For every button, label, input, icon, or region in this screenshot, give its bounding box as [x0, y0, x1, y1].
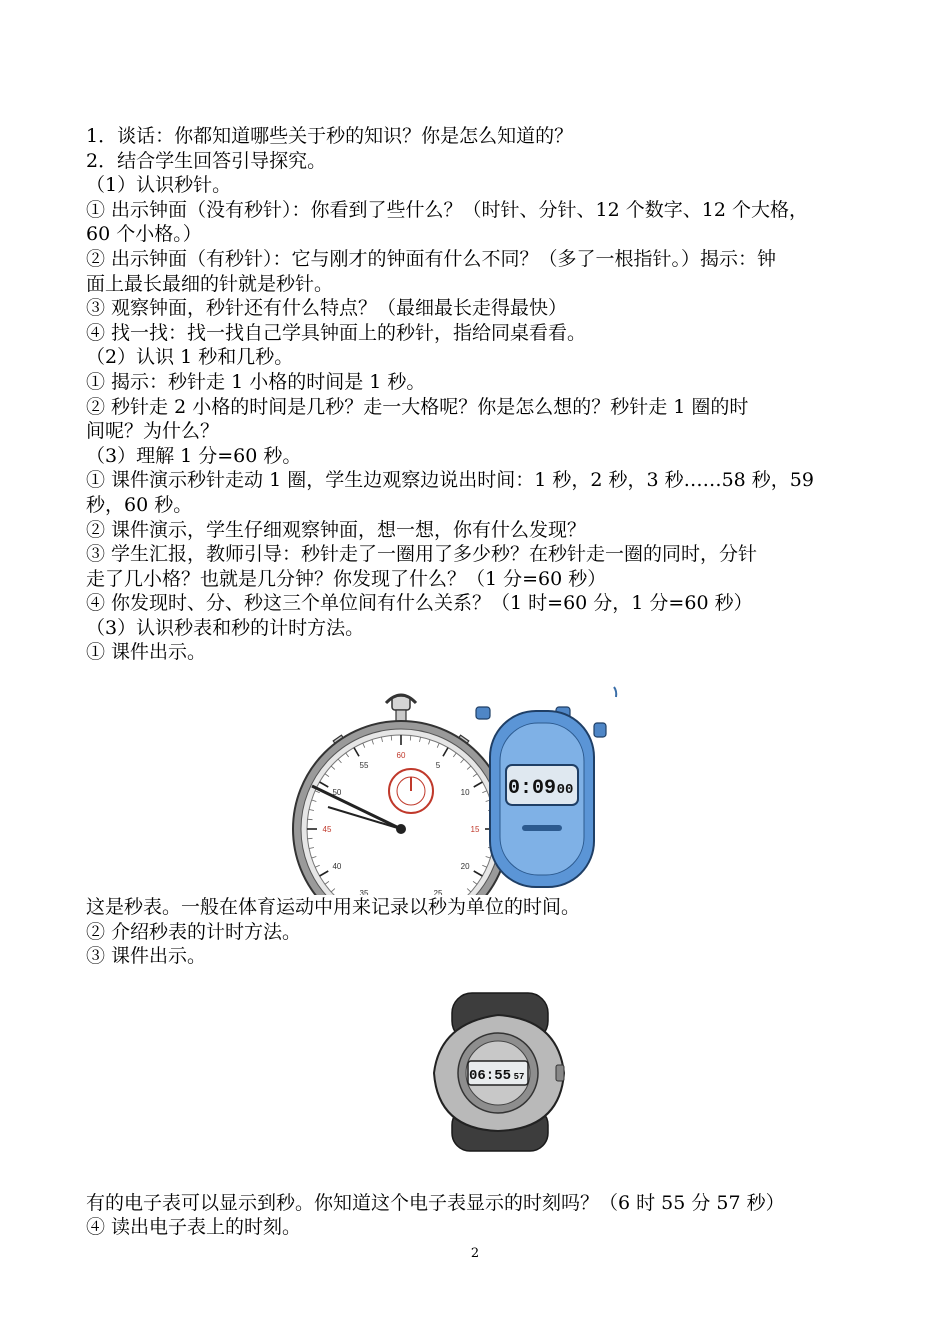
text-line: ① 出示钟面（没有秒针）：你看到了些什么？（时针、分针、12 个数字、12 个大格，: [86, 198, 808, 221]
dial-tick: [308, 838, 313, 839]
dial-number: 50: [332, 788, 342, 798]
text-line: ② 秒针走 2 小格的时间是几秒？走一大格呢？你是怎么想的？秒针走 1 圈的时: [86, 395, 749, 418]
digital-stopwatch-icon: [476, 707, 606, 887]
text-line: 2．结合学生回答引导探究。: [86, 149, 327, 172]
text-line: ① 课件出示。: [86, 641, 207, 664]
electronic-watch-icon: [434, 993, 564, 1151]
dial-number: 20: [460, 862, 470, 872]
text-line: 60 个小格。）: [86, 223, 202, 246]
text-line: ② 课件演示，学生仔细观察钟面，想一想，你有什么发现？: [86, 518, 587, 541]
stopwatch-illustration: [86, 665, 866, 895]
text-line: ④ 找一找：找一找自己学具钟面上的秒针，指给同桌看看。: [86, 321, 587, 344]
dial-number: 25: [433, 889, 443, 896]
text-line: ④ 你发现时、分、秒这三个单位间有什么关系？（1 时=60 分，1 分=60 秒）: [86, 592, 753, 615]
text-line: （3）认识秒表和秒的计时方法。: [86, 616, 365, 639]
text-line: 有的电子表可以显示到秒。你知道这个电子表显示的时刻吗？（6 时 55 分 57 秒）: [86, 1191, 785, 1214]
text-line: ③ 课件出示。: [86, 945, 207, 968]
text-line: ① 课件演示秒针走动 1 圈，学生边观察边说出时间：1 秒，2 秒，3 秒……58 秒，59: [86, 469, 814, 492]
dial-number: 40: [332, 862, 342, 872]
page-number: 2: [470, 1246, 480, 1261]
text-line: 间呢？为什么？: [86, 420, 220, 443]
dial-tick: [410, 736, 411, 741]
dial-number: 35: [359, 889, 369, 896]
dial-number: 15: [470, 825, 480, 835]
watch-digits-small: 57: [513, 1071, 525, 1082]
text-line: 秒，60 秒。: [86, 493, 193, 516]
dial-number: 55: [359, 760, 369, 770]
text-line: ③ 学生汇报，教师引导：秒针走了一圈用了多少秒？在秒针走一圈的同时，分针: [86, 543, 758, 566]
watch-digits: 06:55: [468, 1067, 512, 1084]
electronic-watch-figure: [86, 969, 866, 1191]
electronic-watch-illustration: [86, 969, 866, 1191]
text-line: 这是秒表。一般在体育运动中用来记录以秒为单位的时间。: [86, 896, 581, 919]
dial-tick: [391, 736, 392, 741]
stopwatch-digits: 0:09: [507, 777, 557, 801]
text-line: ② 介绍秒表的计时方法。: [86, 920, 302, 943]
text-line: ① 揭示：秒针走 1 小格的时间是 1 秒。: [86, 370, 426, 393]
dial-number: 10: [460, 788, 470, 798]
dial-number: 45: [322, 825, 332, 835]
text-line: （1）认识秒针。: [86, 174, 232, 197]
text-line: （2）认识 1 秒和几秒。: [86, 346, 294, 369]
stray-mark-icon: [614, 687, 616, 697]
dial-number: 5: [435, 760, 441, 770]
analog-stopwatch-icon: [293, 695, 509, 895]
text-line: （3）理解 1 分=60 秒。: [86, 444, 302, 467]
dial-tick: [308, 819, 313, 820]
text-line: 走了几小格？也就是几分钟？你发现了什么？（1 分=60 秒）: [86, 567, 607, 590]
page-content: [86, 124, 866, 1240]
text-line: 1．谈话：你都知道哪些关于秒的知识？你是怎么知道的？: [86, 125, 574, 147]
dial-number: 60: [396, 751, 406, 761]
text-line: ② 出示钟面（有秒针）：它与刚才的钟面有什么不同？（多了一根指针。）揭示：钟: [86, 247, 777, 270]
text-line: 面上最长最细的针就是秒针。: [86, 272, 334, 295]
stopwatch-digits-small: 00: [556, 782, 574, 799]
text-line: ③ 观察钟面，秒针还有什么特点？（最细最长走得最快）: [86, 297, 568, 320]
text-line: ④ 读出电子表上的时刻。: [86, 1216, 302, 1239]
stopwatch-figure: [86, 665, 866, 895]
